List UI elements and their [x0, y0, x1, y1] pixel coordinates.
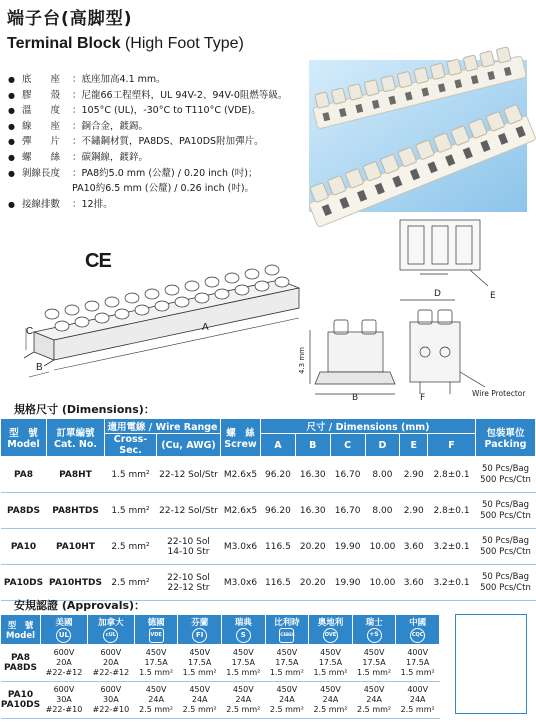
- spec-value: ：105°C (UL)，-30°C to T110°C (VDE)。: [72, 105, 261, 117]
- title-en-main: Terminal Block: [7, 35, 121, 52]
- bullet-icon: ●: [8, 168, 15, 178]
- country-col: 美國 UL: [41, 615, 88, 645]
- spec-row: [8, 166, 308, 182]
- dim-label-b: B: [36, 362, 43, 373]
- height-label: 4.3 mm: [298, 347, 306, 374]
- bullet-icon: ●: [8, 106, 15, 116]
- isometric-drawing: [14, 232, 314, 392]
- semko-logo-icon: S: [236, 628, 251, 643]
- bullet-icon: ●: [8, 121, 15, 131]
- col-model: 型 號 Model: [1, 419, 47, 457]
- spec-value: ：尼龍66工程塑料，UL 94V-2、94V-0阻燃等級。: [72, 89, 288, 101]
- spec-label: 線 座: [22, 120, 61, 132]
- spec-label: 底 座: [22, 74, 61, 85]
- col-c: C: [330, 434, 365, 457]
- dim-label-f: F: [420, 393, 426, 403]
- sev-logo-icon: +S: [367, 628, 382, 643]
- spec-value: ：不鏽鋼材質，PA8DS、PA10DS附加彈片。: [72, 136, 264, 148]
- vde-logo-icon: VDE: [149, 628, 164, 643]
- country-col: 德國 VDE: [134, 615, 178, 645]
- bullet-icon: ●: [8, 137, 15, 147]
- ul-logo-icon: UL: [56, 628, 71, 643]
- dim-label-d: D: [434, 289, 441, 299]
- table-row: PA8DS PA8HTDS 1.5 mm² 22-12 Sol/Str M2.6x5 96.20 16.30 16.70 8.00 2.90 2.8±0.1 50 Pcs/Bag 500 Pcs/Ctn: [1, 493, 536, 529]
- fimko-logo-icon: FI: [192, 628, 207, 643]
- country-col: 中國 CQC: [396, 615, 440, 645]
- spec-row: [8, 197, 308, 213]
- col-screw: 螺 絲 Screw: [221, 419, 261, 457]
- spec-row: [8, 88, 308, 104]
- spec-value: ：底座加高4.1 mm。: [72, 74, 166, 85]
- spec-value: ：12排。: [72, 198, 113, 210]
- spec-row: [8, 181, 308, 197]
- table-row: PA8 PA8HT 1.5 mm² 22-12 Sol/Str M2.6x5 96.20 16.30 16.70 8.00 2.90 2.8±0.1 50 Pcs/Bag 500 Pcs/Ctn: [1, 457, 536, 493]
- spec-value: PA10約6.5 mm (公釐) / 0.26 inch (吋)。: [72, 183, 255, 195]
- col-catno: 訂單編號 Cat. No.: [47, 419, 105, 457]
- country-col: 芬蘭 FI: [178, 615, 222, 645]
- spec-value: ：PA8約5.0 mm (公釐) / 0.20 inch (吋)；: [72, 167, 258, 179]
- cqc-logo-icon: CQC: [410, 628, 425, 643]
- spec-label: 剝線長度: [22, 167, 61, 179]
- ce-mark: CE: [85, 250, 111, 272]
- spec-row: [8, 134, 308, 150]
- spec-value: ：碳鋼線，鍍鋅。: [72, 151, 149, 163]
- spec-row: [8, 72, 308, 88]
- table-row: PA10DS PA10HTDS 2.5 mm² 22-10 Sol 22-12 Str M3.0x6 116.5 20.20 19.90 10.00 3.60 3.2±0.1 50 Pcs/Bag 500 Pcs/Ctn: [1, 565, 536, 601]
- cul-logo-icon: cUL: [103, 628, 118, 643]
- col-a: A: [261, 434, 296, 457]
- table-row: PA10 PA10DS 600V 30A #22-#10 600V 30A #22-#10 450V 24A 2.5 mm² 450V 24A 2.5 mm² 450V 24A 2.5 mm² 450V 24A 2.5 mm² 450V 24A 2.5 mm² 450V 24A 2.5 mm² 400V 24A 2.5 mm²: [1, 682, 440, 719]
- spec-list: [8, 72, 308, 212]
- page-title-en: [7, 35, 244, 53]
- col-cross-sec: Cross-Sec.: [105, 434, 157, 457]
- col-packing: 包裝單位 Packing: [476, 419, 536, 457]
- dim-label-b2: B: [352, 393, 359, 403]
- spec-label: [22, 181, 72, 197]
- spec-row: [8, 103, 308, 119]
- spec-label: 膠 殼: [22, 89, 61, 101]
- country-col: 加拿大 cUL: [87, 615, 134, 645]
- spec-row: [8, 150, 308, 166]
- col-d: D: [365, 434, 400, 457]
- bullet-icon: ●: [8, 152, 15, 162]
- orthographic-drawings: [300, 212, 530, 402]
- col-awg: (Cu, AWG): [157, 434, 221, 457]
- wire-protector-label: Wire Protector: [472, 389, 526, 398]
- dim-label-a: A: [202, 322, 209, 333]
- col-e: E: [400, 434, 428, 457]
- page-title-zh: 端子台(高脚型): [7, 9, 133, 29]
- terminal-block-photo-illustration: [309, 60, 527, 212]
- certificate-box: [455, 614, 527, 714]
- col-b: B: [295, 434, 330, 457]
- dim-label-c: C: [26, 326, 34, 337]
- col-dimensions: 尺寸 / Dimensions (mm): [261, 419, 476, 434]
- country-col: 比利時 CEBEC: [265, 615, 309, 645]
- spec-label: 彈 片: [22, 136, 61, 148]
- spec-value: ：銅合金，鍍錫。: [72, 120, 149, 132]
- approvals-table: [0, 614, 440, 719]
- dimensions-title: 規格尺寸 (Dimensions)：: [14, 403, 155, 416]
- product-photo: [309, 60, 527, 212]
- country-col: 瑞士 +S: [352, 615, 396, 645]
- dim-label-e: E: [490, 291, 496, 301]
- spec-row: [8, 119, 308, 135]
- col-wire-range: 適用電線 / Wire Range: [105, 419, 221, 434]
- approvals-title: 安規認證 (Approvals)：: [14, 599, 146, 612]
- ove-logo-icon: OVE: [323, 628, 338, 643]
- spec-label: 螺 絲: [22, 151, 61, 163]
- bullet-icon: ●: [8, 90, 15, 100]
- title-en-sub: (High Foot Type): [124, 35, 244, 52]
- col-f: F: [428, 434, 476, 457]
- col-model: 型 號 Model: [1, 615, 41, 645]
- dimensions-table: [0, 418, 536, 601]
- bullet-icon: ●: [8, 75, 15, 84]
- cebec-logo-icon: CEBEC: [279, 628, 294, 643]
- table-row: PA8 PA8DS 600V 20A #22-#12 600V 20A #22-#12 450V 17.5A 1.5 mm² 450V 17.5A 1.5 mm² 450V 17.5A 1.5 mm² 450V 17.5A 1.5 mm² 450V 17.5A 1.5 mm² 450V 17.5A 1.5 mm² 400V 17.5A 1.5 mm²: [1, 645, 440, 682]
- bullet-icon: ●: [8, 199, 15, 209]
- country-col: 奧地利 OVE: [309, 615, 353, 645]
- country-col: 瑞典 S: [222, 615, 266, 645]
- spec-label: 接線排數: [22, 198, 61, 210]
- table-row: PA10 PA10HT 2.5 mm² 22-10 Sol 14-10 Str M3.0x6 116.5 20.20 19.90 10.00 3.60 3.2±0.1 50 Pcs/Bag 500 Pcs/Ctn: [1, 529, 536, 565]
- spec-label: 溫 度: [22, 105, 61, 117]
